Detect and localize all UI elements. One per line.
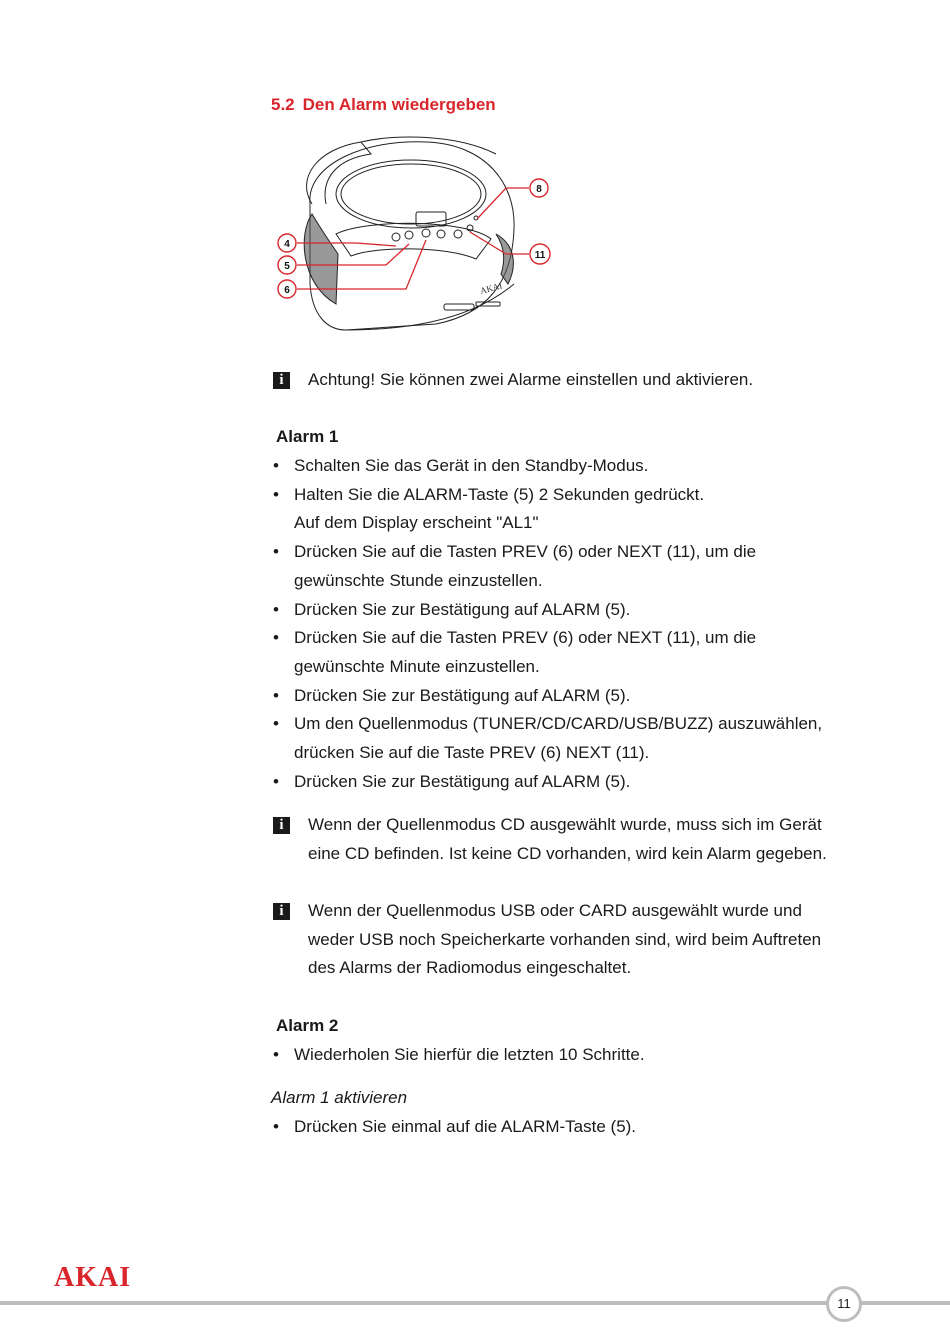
speaker-grille bbox=[304, 214, 338, 304]
list-item: • Halten Sie die ALARM-Taste (5) 2 Sekunden gedrückt. Auf dem Display erscheint "AL1" bbox=[271, 481, 822, 538]
brand-logo: AKAI bbox=[54, 1262, 132, 1293]
info-icon: i bbox=[273, 903, 290, 920]
section-number: 5.2 bbox=[271, 95, 295, 114]
note-line: weder USB noch Speicherkarte vorhanden sind, wird beim Auftreten bbox=[308, 929, 822, 949]
page-number: 11 bbox=[826, 1286, 862, 1322]
callout-label-6: 6 bbox=[284, 285, 290, 296]
list-item: • Um den Quellenmodus (TUNER/CD/CARD/USB/BUZZ) auszuwählen, drücken Sie auf die Taste PREV (6) NEXT (11). bbox=[271, 710, 822, 767]
callout-label-4: 4 bbox=[284, 239, 290, 250]
info-note-2 bbox=[271, 811, 871, 868]
note-line: des Alarms der Radiomodus eingeschaltet. bbox=[308, 958, 632, 978]
callout-label-5: 5 bbox=[284, 261, 290, 272]
section-heading: Den Alarm wiedergeben bbox=[302, 95, 496, 114]
note-line: Wenn der Quellenmodus CD ausgewählt wurde, muss sich im Gerät bbox=[308, 815, 822, 834]
note-line: eine CD befinden. Ist keine CD vorhanden, wird kein Alarm gegeben. bbox=[308, 843, 827, 863]
list-item: • Drücken Sie zur Bestätigung auf ALARM (5). bbox=[271, 682, 822, 711]
callout-label-8: 8 bbox=[536, 184, 542, 195]
section-title bbox=[271, 95, 496, 115]
info-note-1 bbox=[271, 366, 871, 395]
note-line: Wenn der Quellenmodus USB oder CARD ausgewählt wurde und bbox=[308, 901, 802, 920]
alarm1-heading: Alarm 1 bbox=[276, 427, 339, 446]
info-icon: i bbox=[273, 372, 290, 389]
activate-steps bbox=[271, 1113, 636, 1142]
alarm1-steps bbox=[271, 452, 822, 796]
list-item: • Schalten Sie das Gerät in den Standby-Modus. bbox=[271, 452, 822, 481]
control-panel bbox=[336, 223, 491, 259]
list-item: • Drücken Sie auf die Tasten PREV (6) oder NEXT (11), um die gewünschte Stunde einzustellen. bbox=[271, 538, 822, 595]
alarm2-heading: Alarm 2 bbox=[276, 1016, 339, 1035]
list-item: • Drücken Sie auf die Tasten PREV (6) oder NEXT (11), um die gewünschte Minute einzustellen. bbox=[271, 624, 822, 681]
callout-label-11: 11 bbox=[534, 250, 546, 261]
activate-heading: Alarm 1 aktivieren bbox=[271, 1088, 408, 1107]
device-logo-text: AKAI bbox=[478, 280, 504, 296]
list-item: • Drücken Sie zur Bestätigung auf ALARM (5). bbox=[271, 768, 822, 797]
cd-lid bbox=[336, 160, 486, 228]
info-icon: i bbox=[273, 817, 290, 834]
list-item: • Wiederholen Sie hierfür die letzten 10 Schritte. bbox=[271, 1041, 645, 1070]
info-note-3 bbox=[271, 897, 871, 983]
alarm2-steps bbox=[271, 1041, 645, 1070]
note-line: Achtung! Sie können zwei Alarme einstellen und aktivieren. bbox=[308, 370, 754, 389]
list-item: • Drücken Sie einmal auf die ALARM-Taste (5). bbox=[271, 1113, 636, 1142]
list-item: • Drücken Sie zur Bestätigung auf ALARM (5). bbox=[271, 596, 822, 625]
usb-card-slot bbox=[444, 304, 474, 310]
device-diagram bbox=[276, 134, 556, 344]
footer-rule bbox=[0, 1301, 950, 1305]
